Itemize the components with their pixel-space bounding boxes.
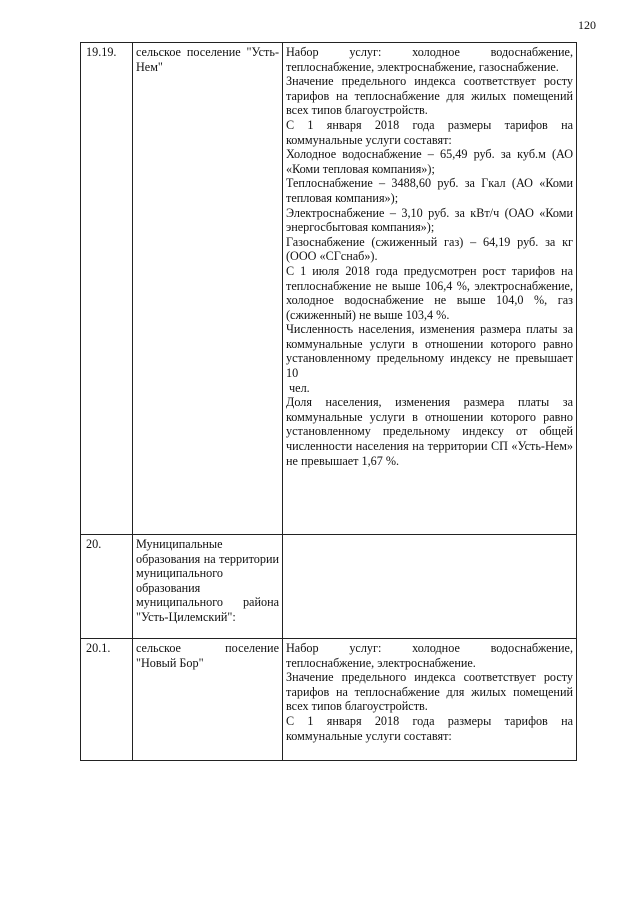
page-number: 120	[578, 18, 596, 32]
row-number: 19.19.	[81, 43, 133, 535]
paragraph: Набор услуг: холодное водоснабжение, теплоснабжение, электроснабжение, газоснабжение.	[286, 45, 573, 74]
municipality-name: Муниципальные образования на территории муниципального образования муниципального района "Усть-Цилемский":	[133, 535, 283, 639]
paragraph: Теплоснабжение – 3488,60 руб. за Гкал (АО «Коми тепловая компания»);	[286, 176, 573, 205]
paragraph: С 1 января 2018 года размеры тарифов на коммунальные услуги составят:	[286, 117, 573, 147]
paragraph: Значение предельного индекса соответствует росту тарифов на теплоснабжение для жилых помещений всех типов благоустройств.	[286, 74, 573, 118]
table-row	[81, 43, 577, 535]
paragraph: Электроснабжение – 3,10 руб. за кВт/ч (ОАО «Коми энергосбытовая компания»);	[286, 205, 573, 235]
tariff-table	[80, 42, 577, 761]
paragraph: Численность населения, изменения размера платы за коммунальные услуги в отношении которого равно установленному предельному индексу не превышает 10	[286, 322, 573, 381]
tariff-description	[283, 535, 577, 639]
paragraph: Набор услуг: холодное водоснабжение, теплоснабжение, электроснабжение.	[286, 641, 573, 670]
table-row	[81, 535, 577, 639]
paragraph: Холодное водоснабжение – 65,49 руб. за куб.м (АО «Коми тепловая компания»);	[286, 147, 573, 176]
paragraph: Газоснабжение (сжиженный газ) – 64,19 руб. за кг (ООО «СГснаб»).	[286, 234, 573, 264]
tariff-description	[283, 639, 577, 761]
paragraph: С 1 июля 2018 года предусмотрен рост тарифов на теплоснабжение не выше 106,4 %, электроснабжение, холодное водоснабжение не выше 104,0 %, газ (сжиженный) не выше 103,4 %.	[286, 263, 573, 322]
paragraph: Значение предельного индекса соответствует росту тарифов на теплоснабжение для жилых помещений всех типов благоустройств.	[286, 670, 573, 714]
row-number: 20.1.	[81, 639, 133, 761]
row-number: 20.	[81, 535, 133, 639]
paragraph: С 1 января 2018 года размеры тарифов на коммунальные услуги составят:	[286, 713, 573, 743]
table-row	[81, 639, 577, 761]
paragraph: Доля населения, изменения размера платы за коммунальные услуги в отношении которого равно установленному предельному индексу от общей численности населения на территории СП «Усть-Нем» не превышает 1,67 %.	[286, 395, 573, 468]
municipality-name: сельское поселение "Усть-Нем"	[133, 43, 283, 535]
paragraph: чел.	[286, 380, 310, 395]
tariff-description	[283, 43, 577, 535]
municipality-name: сельское поселение "Новый Бор"	[133, 639, 283, 761]
